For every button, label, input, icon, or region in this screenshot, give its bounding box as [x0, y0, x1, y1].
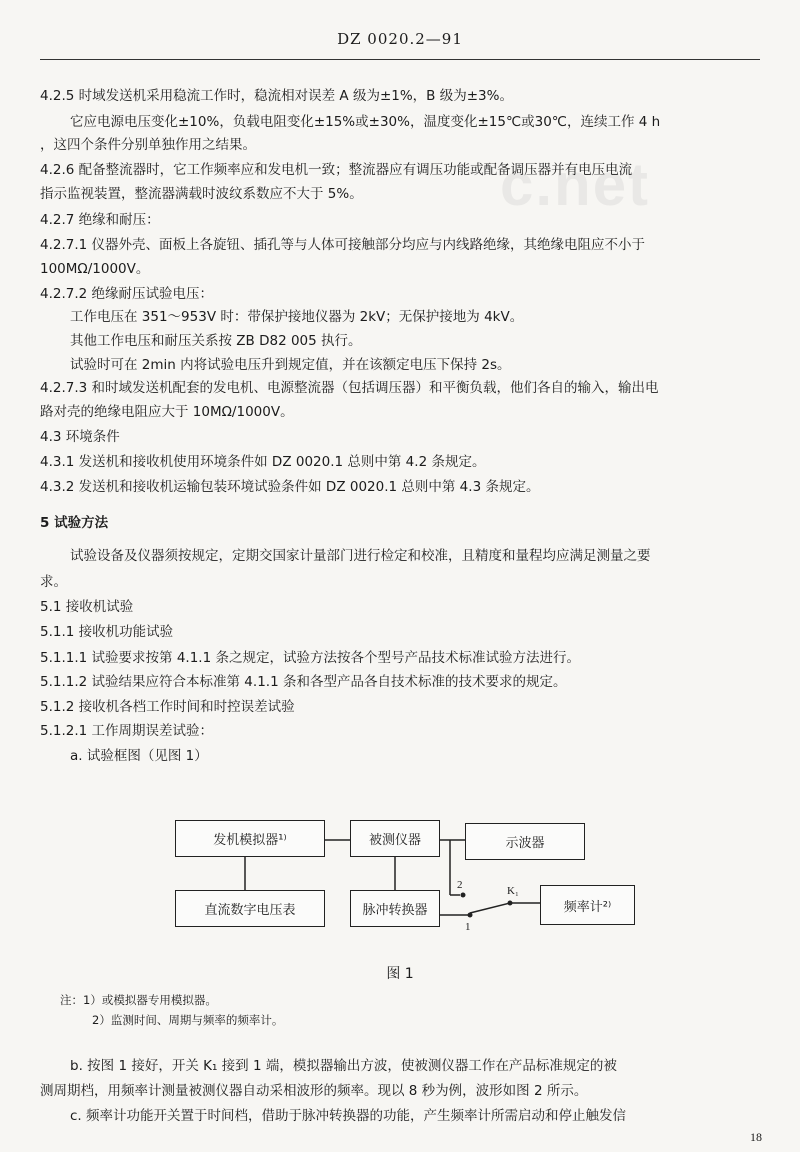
text-line: 5.1.1.2 试验结果应符合本标准第 4.1.1 条和各型产品各自技术标准的技术要求的规定。: [40, 674, 567, 690]
text-line: 5.1 接收机试验: [40, 599, 134, 615]
page-number: 18: [750, 1130, 762, 1144]
switch-label: K₁: [507, 885, 519, 897]
text-line: a. 试验框图（见图 1）: [70, 748, 208, 764]
text-line: 4.3.1 发送机和接收机使用环境条件如 DZ 0020.1 总则中第 4.2 条规定。: [40, 454, 486, 470]
terminal-2-label: 2: [457, 879, 463, 891]
figure-caption: 图 1: [386, 966, 414, 982]
block-diagram: [165, 795, 645, 945]
section-heading: 5 试验方法: [40, 515, 109, 531]
text-line: 4.2.7.2 绝缘耐压试验电压：: [40, 286, 214, 302]
text-line: 5.1.1 接收机功能试验: [40, 624, 174, 640]
text-line: 它应电源电压变化±10%，负载电阻变化±15%或±30%，温度变化±15℃或30℃，连续工作 4 h: [70, 114, 661, 130]
oscilloscope-box: 示波器: [465, 823, 585, 860]
terminal-1-label: 1: [465, 921, 471, 933]
dvm-box: 直流数字电压表: [175, 890, 325, 927]
text-line: 5.1.1.1 试验要求按第 4.1.1 条之规定，试验方法按各个型号产品技术标准试验方法进行。: [40, 650, 580, 666]
text-line: 测周期档，用频率计测量被测仪器自动采相波形的频率。现以 8 秒为例，波形如图 2 所示。: [40, 1083, 588, 1099]
pulse-converter-box: 脉冲转换器: [350, 890, 440, 927]
text-line: 试验设备及仪器须按规定，定期交国家计量部门进行检定和校准，且精度和量程均应满足测量之要: [70, 548, 651, 564]
text-line: 5.1.2 接收机各档工作时间和时控误差试验: [40, 699, 295, 715]
header-rule: [40, 59, 760, 60]
simulator-box: 发机模拟器¹⁾: [175, 820, 325, 857]
text-line: 工作电压在 351～953V 时：带保护接地仪器为 2kV；无保护接地为 4kV。: [70, 309, 524, 325]
text-line: 4.2.7 绝缘和耐压：: [40, 212, 160, 228]
text-line: 指示监视装置，整流器满载时波纹系数应不大于 5%。: [40, 186, 363, 202]
text-line: ，这四个条件分别单独作用之结果。: [40, 137, 256, 153]
text-line: 4.3 环境条件: [40, 429, 120, 445]
dut-box: 被测仪器: [350, 820, 440, 857]
text-line: 5.1.2.1 工作周期误差试验：: [40, 723, 214, 739]
text-line: 路对壳的绝缘电阻应大于 10MΩ/1000V。: [40, 404, 294, 420]
text-line: 其他工作电压和耐压关系按 ZB D82 005 执行。: [70, 333, 362, 349]
text-line: b. 按图 1 接好，开关 K₁ 接到 1 端，模拟器输出方波，使被测仪器工作在产品标准规定的被: [70, 1058, 617, 1074]
watermark: c.net: [500, 151, 651, 218]
text-line: 4.2.6 配备整流器时，它工作频率应和发电机一致；整流器应有调压功能或配备调压器并有电压电流: [40, 162, 633, 178]
text-line: 4.2.7.1 仪器外壳、面板上各旋钮、插孔等与人体可接触部分均应与内线路绝缘，其绝缘电阻应不小于: [40, 237, 646, 253]
note-line: 2）监测时间、周期与频率的频率计。: [92, 1013, 284, 1027]
note-line: 注：1）或模拟器专用模拟器。: [60, 993, 217, 1007]
text-line: 求。: [40, 574, 67, 590]
text-line: 4.2.7.3 和时域发送机配套的发电机、电源整流器（包括调压器）和平衡负载，他们各自的输入，输出电: [40, 380, 659, 396]
counter-box: 频率计²⁾: [540, 885, 635, 925]
text-line: 100MΩ/1000V。: [40, 261, 150, 277]
text-line: 试验时可在 2min 内将试验电压升到规定值，并在该额定电压下保持 2s。: [70, 357, 511, 373]
text-line: 4.2.5 时域发送机采用稳流工作时，稳流相对误差 A 级为±1%，B 级为±3%。: [40, 88, 513, 104]
text-line: c. 频率计功能开关置于时间档，借助于脉冲转换器的功能，产生频率计所需启动和停止触发信: [70, 1108, 627, 1124]
text-line: 4.3.2 发送机和接收机运输包装环境试验条件如 DZ 0020.1 总则中第 4.3 条规定。: [40, 479, 540, 495]
page-header: DZ 0020.2—91: [337, 30, 463, 48]
